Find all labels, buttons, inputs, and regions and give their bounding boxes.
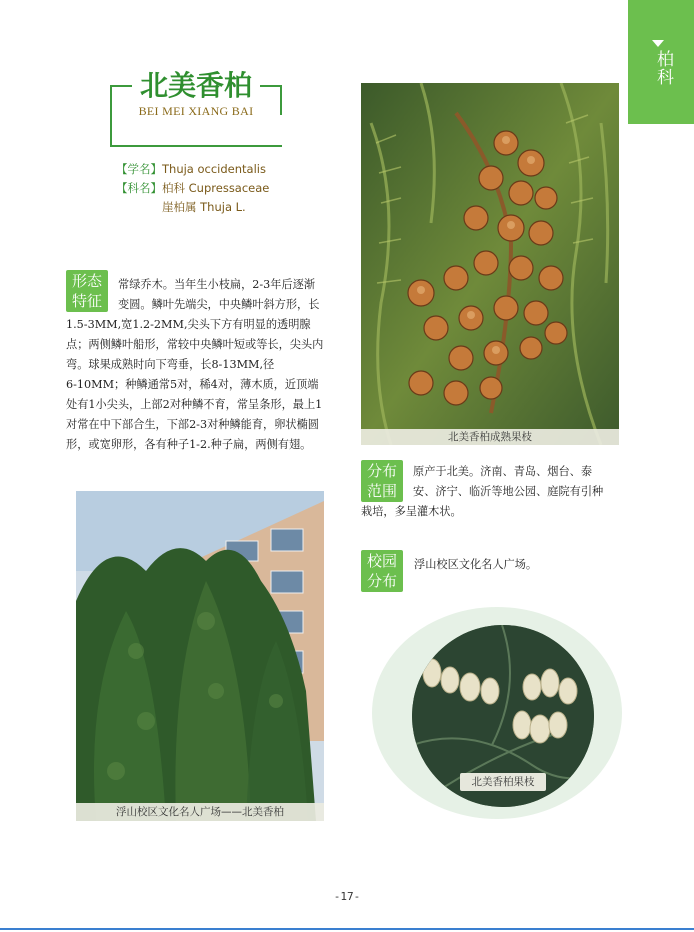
cones-illustration [361, 83, 619, 445]
distribution-badge-line2: 范围 [366, 482, 397, 500]
distribution-text [361, 462, 631, 522]
morphology-text [66, 275, 352, 455]
morphology-line: 1.5-3MM,宽1.2-2MM,尖头下方有明显的透明腺 [66, 318, 311, 331]
family-label: 【科名】 [116, 181, 162, 195]
morphology-line: 对常在中下部合生，下部2-3对种鳞能育，卵状椭圆 [66, 418, 319, 431]
morphology-line: 变圆。鳞叶先端尖，中央鳞叶斜方形，长 [118, 298, 320, 311]
genus-value: 崖柏属 Thuja L. [162, 200, 246, 214]
cones-photo [361, 83, 619, 445]
tree-photo [76, 491, 324, 821]
distribution-line: 原产于北美。济南、青岛、烟台、泰 [413, 465, 593, 478]
species-meta [116, 160, 356, 217]
morphology-line: 弯。球果成熟时向下弯垂，长8-13MM,径 [66, 358, 275, 371]
morphology-line: 点；两侧鳞叶船形，常较中央鳞叶短或等长，尖头内 [66, 338, 324, 351]
campus-badge-line1: 校园 [366, 552, 397, 570]
morphology-badge-line2: 特征 [71, 292, 102, 310]
cones-photo-caption: 北美香柏成熟果枝 [361, 429, 619, 445]
footer-rule [0, 928, 694, 930]
family-side-tab [628, 0, 694, 124]
morphology-line: 常绿乔木。当年生小枝扁，2-3年后逐渐 [118, 278, 316, 291]
campus-badge [361, 550, 403, 592]
campus-text: 浮山校区文化名人广场。 [414, 558, 538, 571]
morphology-line: 处有1小尖头，上部2对种鳞不育，常呈条形，最上1 [66, 398, 323, 411]
campus-badge-line2: 分布 [366, 572, 397, 590]
distribution-line: 栽培，多呈灌木状。 [361, 505, 462, 518]
morphology-line: 形，或宽卵形，各有种子1-2.种子扁，两侧有翅。 [66, 438, 312, 451]
fruit-photo-caption: 北美香柏果枝 [460, 773, 546, 791]
title-pinyin: BEI MEI XIANG BAI [138, 104, 254, 118]
distribution-badge-line1: 分布 [366, 462, 397, 480]
morphology-badge-line1: 形态 [71, 272, 102, 290]
family-value: 柏科 Cupressaceae [162, 181, 270, 195]
page-title: 北美香柏 [139, 69, 252, 102]
morphology-line: 6-10MM；种鳞通常5对，稀4对，薄木质，近顶端 [66, 378, 319, 391]
scientific-name-label: 【学名】 [116, 162, 162, 176]
distribution-line: 安、济宁、临沂等地公园、庭院有引种 [413, 485, 604, 498]
tree-photo-caption: 浮山校区文化名人广场——北美香柏 [76, 803, 324, 821]
scientific-name-value: Thuja occidentalis [162, 162, 266, 176]
triangle-down-icon [652, 40, 664, 47]
page-number: -17- [333, 890, 361, 903]
side-tab-label: 柏科 [653, 50, 673, 86]
tree-illustration [76, 491, 324, 821]
